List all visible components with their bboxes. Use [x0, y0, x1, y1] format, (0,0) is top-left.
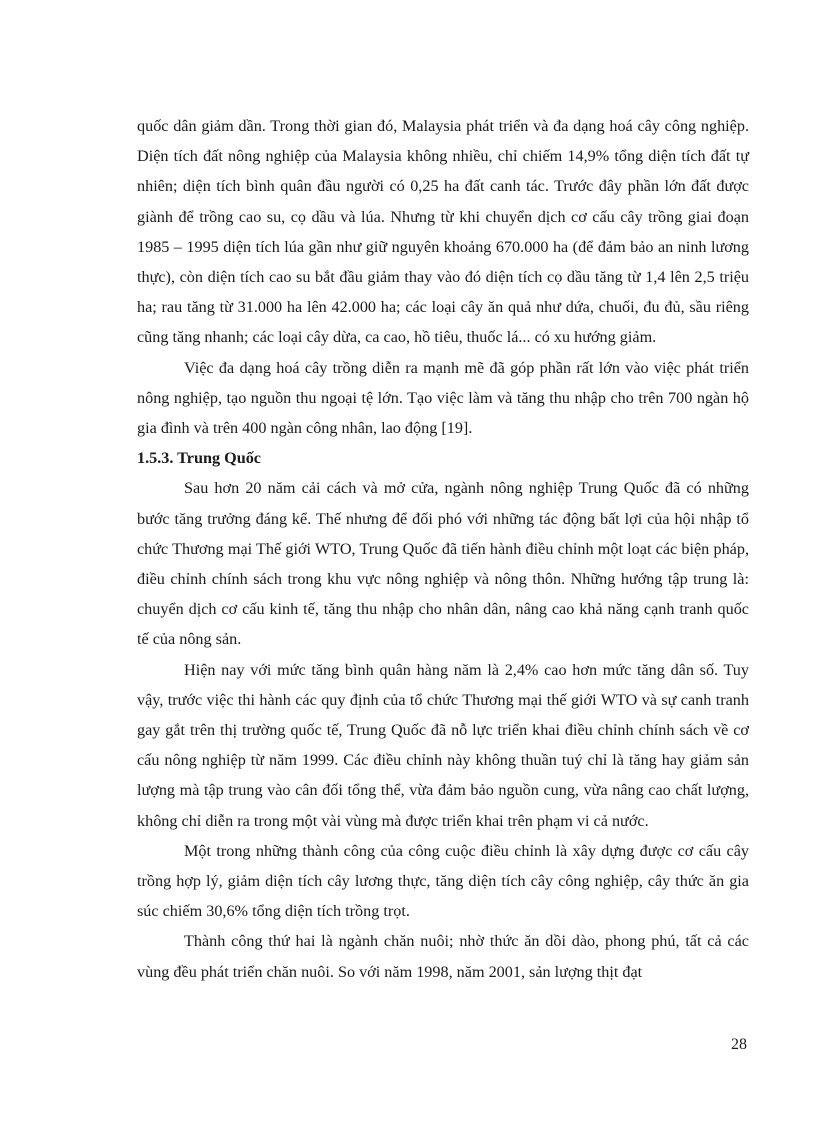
body-paragraph-1: quốc dân giảm dần. Trong thời gian đó, Malaysia phát triển và đa dạng hoá cây công nghiệp. Diện tích đất nông nghiệp của Malaysia không nhiều, chỉ chiếm 14,9% tổng diện tích đất tự nhiên; diện tích bình quân đầu người có 0,25 ha đất canh tác. Trước đây phần lớn đất được giành để trồng cao su, cọ dầu và lúa. Nhưng từ khi chuyển dịch cơ cấu cây trồng giai đoạn 1985 – 1995 diện tích lúa gần như giữ nguyên khoảng 670.000 ha (để đảm bảo an ninh lương thực), còn diện tích cao su bắt đầu giảm thay vào đó diện tích cọ dầu tăng từ 1,4 lên 2,5 triệu ha; rau tăng từ 31.000 ha lên 42.000 ha; các loại cây ăn quả như dứa, chuối, đu đủ, sầu riêng cũng tăng nhanh; các loại cây dừa, ca cao, hồ tiêu, thuốc lá... có xu hướng giảm. [137, 117, 749, 347]
body-paragraph-6: Thành công thứ hai là ngành chăn nuôi; nhờ thức ăn dồi dào, phong phú, tất cả các vùng đều phát triển chăn nuôi. So với năm 1998, năm 2001, sản lượng thịt đạt [137, 932, 749, 981]
body-paragraph-2: Việc đa dạng hoá cây trồng diễn ra mạnh mẽ đã góp phần rất lớn vào việc phát triển nông nghiệp, tạo nguồn thu ngoại tệ lớn. Tạo việc làm và tăng thu nhập cho trên 700 ngàn hộ gia đình và trên 400 ngàn công nhân, lao động [19]. [137, 358, 749, 438]
body-paragraph-5: Một trong những thành công của công cuộc điều chỉnh là xây dựng được cơ cấu cây trồng hợp lý, giảm diện tích cây lương thực, tăng diện tích cây công nghiệp, cây thức ăn gia súc chiếm 30,6% tổng diện tích trồng trọt. [137, 841, 749, 921]
page-content [137, 111, 749, 987]
body-paragraph-3: Sau hơn 20 năm cải cách và mở cửa, ngành nông nghiệp Trung Quốc đã có những bước tăng trưởng đáng kể. Thế nhưng để đối phó với những tác động bất lợi của hội nhập tổ chức Thương mại Thế giới WTO, Trung Quốc đã tiến hành điều chỉnh một loạt các biện pháp, điều chỉnh chính sách trong khu vực nông nghiệp và nông thôn. Những hướng tập trung là: chuyển dịch cơ cấu kinh tế, tăng thu nhập cho nhân dân, nâng cao khả năng cạnh tranh quốc tế của nông sản. [137, 479, 749, 649]
page-number: 28 [731, 1036, 747, 1053]
section-heading: 1.5.3. Trung Quốc [137, 449, 261, 468]
body-paragraph-4: Hiện nay với mức tăng bình quân hàng năm là 2,4% cao hơn mức tăng dân số. Tuy vậy, trước việc thi hành các quy định của tổ chức Thương mại thế giới WTO và sự canh tranh gay gắt trên thị trường quốc tế, Trung Quốc đã nỗ lực triển khai điều chỉnh chính sách về cơ cấu nông nghiệp từ năm 1999. Các điều chỉnh này không thuần tuý chỉ là tăng hay giảm sản lượng mà tập trung vào cân đối tổng thể, vừa đảm bảo nguồn cung, vừa nâng cao chất lượng, không chỉ diễn ra trong một vài vùng mà được triển khai trên phạm vi cả nước. [137, 660, 749, 830]
